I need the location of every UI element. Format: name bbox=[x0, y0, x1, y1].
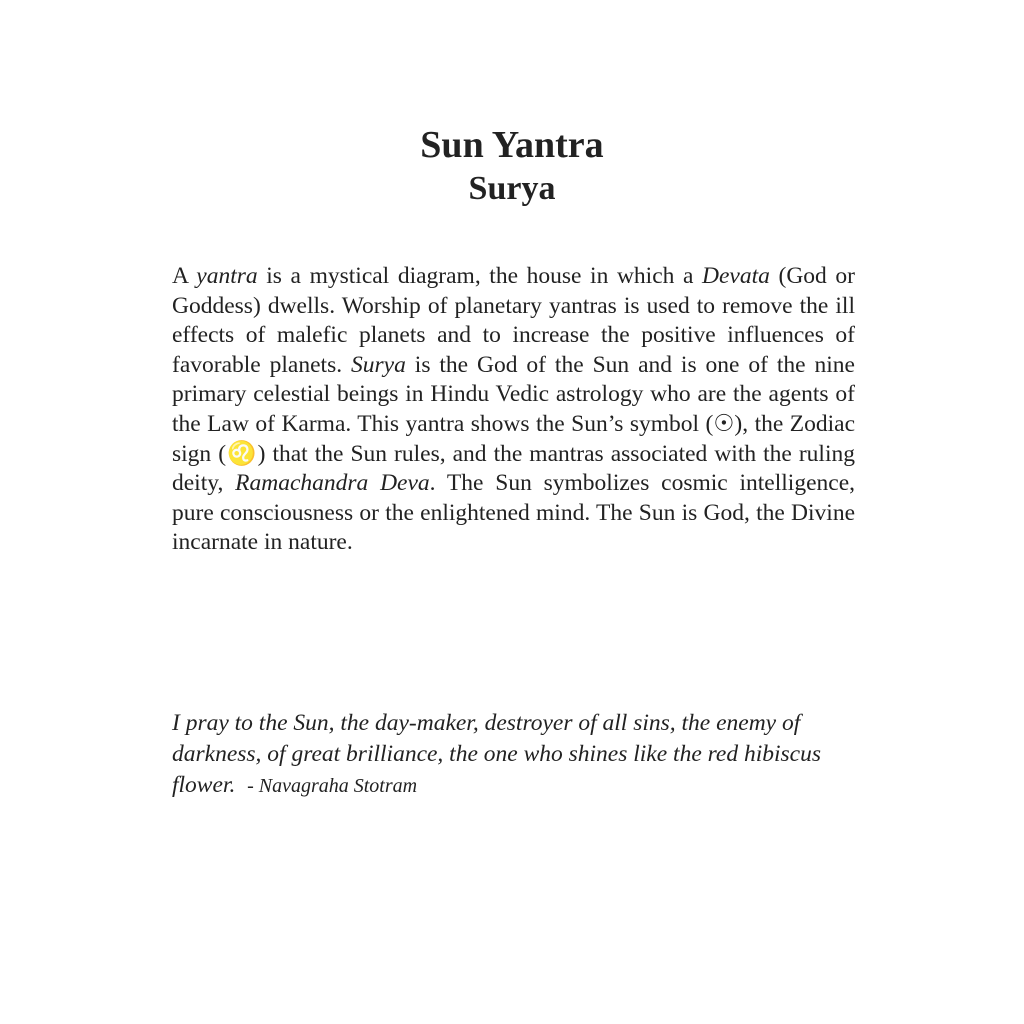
quote-text: I pray to the Sun, the day-maker, destroyer of all sins, the enemy of darkness, of great brilliance, the one who shines like the red hibiscus flower. bbox=[172, 710, 821, 798]
term-devata: Devata bbox=[702, 263, 770, 289]
page-subtitle: Surya bbox=[468, 170, 556, 207]
description-paragraph bbox=[172, 262, 855, 558]
quote-block bbox=[172, 708, 862, 802]
text-run: is the God of the Sun and is one of the nine primary celestial beings in Hindu Vedic astrology who are the agents of the Law of Karma. This yantra shows the Sun’s symbol (☉), the Zodiac sign (♌) that the Sun rules, and the mantras associated with the ruling deity, bbox=[172, 351, 855, 497]
term-surya: Surya bbox=[351, 351, 406, 378]
text-run: (God or Goddess) dwells. Worship of planetary yantras is used to remove the ill effects of malefic planets and to increase the positive influences of favorable planets. bbox=[172, 263, 855, 378]
text-run: A bbox=[172, 263, 197, 289]
term-ramachandra-deva: Ramachandra Deva bbox=[235, 470, 430, 497]
text-run: . The Sun symbolizes cosmic intelligence, pure consciousness or the enlightened mind. The Sun is God, the Divine incarnate in nature. bbox=[172, 470, 855, 556]
quote-source: - Navagraha Stotram bbox=[247, 775, 418, 797]
term-yantra: yantra bbox=[196, 263, 258, 289]
page-title: Sun Yantra bbox=[420, 124, 604, 166]
text-run: is a mystical diagram, the house in which a bbox=[257, 263, 703, 289]
